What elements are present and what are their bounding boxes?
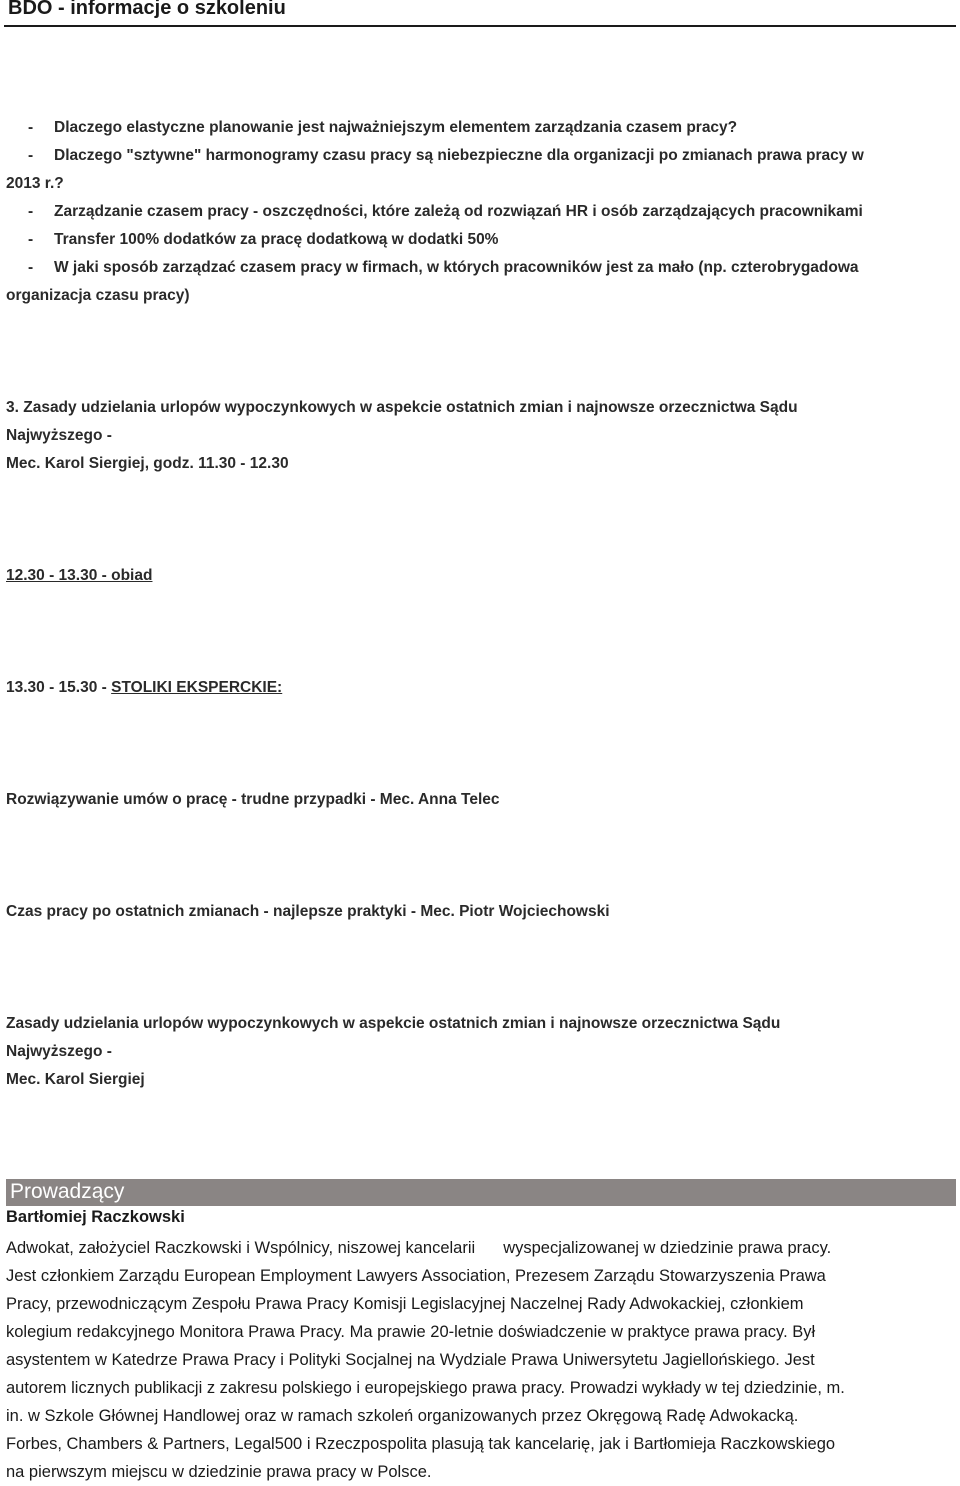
bio-line: Jest członkiem Zarządu European Employment Lawyers Association, Prezesem Zarządu Stowarzyszenia Prawa bbox=[6, 1267, 826, 1285]
agenda-bullet-continuation: organizacja czasu pracy) bbox=[6, 287, 190, 304]
agenda-bullet: - Dlaczego "sztywne" harmonogramy czasu pracy są niebezpieczne dla organizacji po zmianach prawa pracy w bbox=[28, 147, 864, 164]
bio-line: in. w Szkole Głównej Handlowej oraz w ramach szkoleń organizowanych przez Okręgową Radę Adwokacką. bbox=[6, 1407, 799, 1425]
agenda-bullet: - Dlaczego elastyczne planowanie jest najważniejszym elementem zarządzania czasem pracy? bbox=[28, 119, 738, 136]
agenda-bullet-continuation: 2013 r.? bbox=[6, 175, 64, 192]
agenda-bullet: - W jaki sposób zarządzać czasem pracy w firmach, w których pracowników jest za mało (np. czterobrygadowa bbox=[28, 259, 859, 276]
trainer-name: Bartłomiej Raczkowski bbox=[6, 1208, 185, 1226]
trainer-section-title: Prowadzący bbox=[10, 1180, 125, 1203]
expert-table-3 bbox=[6, 1010, 954, 1094]
bio-line: Forbes, Chambers & Partners, Legal500 i Rzeczpospolita plasują tak kancelarię, jak i Bartłomieja Raczkowskiego bbox=[6, 1435, 836, 1453]
expert-table-1 bbox=[6, 786, 954, 814]
expert-tables-label: STOLIKI EKSPERCKIE: bbox=[111, 679, 283, 696]
expert-table-1-text: Rozwiązywanie umów o pracę - trudne przypadki - Mec. Anna Telec bbox=[6, 791, 500, 808]
trainer-bio bbox=[6, 1234, 956, 1486]
bio-line: asystentem w Katedrze Prawa Pracy i Polityki Socjalnej na Wydziale Prawa Uniwersytetu Jagiellońskiego. Jest bbox=[6, 1351, 815, 1369]
expert-table-3-speaker: Mec. Karol Siergiej bbox=[6, 1071, 145, 1088]
expert-table-2 bbox=[6, 898, 954, 926]
lunch-line bbox=[6, 562, 954, 590]
agenda-bullet: - Zarządzanie czasem pracy - oszczędności, które zależą od rozwiązań HR i osób zarządzających pracownikami bbox=[28, 203, 863, 220]
session-3-speaker: Mec. Karol Siergiej, godz. 11.30 - 12.30 bbox=[6, 455, 289, 472]
agenda-bullet: - Transfer 100% dodatków za pracę dodatkową w dodatki 50% bbox=[28, 231, 499, 248]
expert-table-3-title-cont: Najwyższego - bbox=[6, 1043, 112, 1060]
lunch-text: 12.30 - 13.30 - obiad bbox=[6, 567, 153, 584]
bio-line: autorem licznych publikacji z zakresu polskiego i europejskiego prawa pracy. Prowadzi wykłady w tej dziedzinie, m. bbox=[6, 1379, 845, 1397]
expert-table-3-title: Zasady udzielania urlopów wypoczynkowych w aspekcie ostatnich zmian i najnowsze orzecznictwa Sądu bbox=[6, 1015, 781, 1032]
expert-tables-time: 13.30 - 15.30 - bbox=[6, 679, 112, 696]
expert-table-2-text: Czas pracy po ostatnich zmianach - najlepsze praktyki - Mec. Piotr Wojciechowski bbox=[6, 903, 610, 920]
bio-line: kolegium redakcyjnego Monitora Prawa Pracy. Ma prawie 20-letnie doświadczenie w praktyce prawa pracy. Był bbox=[6, 1323, 816, 1341]
agenda-bullets-1 bbox=[6, 114, 954, 310]
expert-tables-heading bbox=[6, 674, 954, 702]
session-3-title: 3. Zasady udzielania urlopów wypoczynkowych w aspekcie ostatnich zmian i najnowsze orzecznictwa Sądu bbox=[6, 399, 798, 416]
bio-line: na pierwszym miejscu w dziedzinie prawa pracy w Polsce. bbox=[6, 1463, 432, 1481]
document-title: BDO - informacje o szkoleniu bbox=[8, 0, 286, 19]
trainer-section-bar bbox=[6, 1179, 956, 1206]
session-3 bbox=[6, 394, 954, 478]
session-3-title-cont: Najwyższego - bbox=[6, 427, 112, 444]
bio-line: Pracy, przewodniczącym Zespołu Prawa Pracy Komisji Legislacyjnej Naczelnej Rady Adwokackiej, członkiem bbox=[6, 1295, 804, 1313]
document-header bbox=[4, 0, 956, 27]
bio-line: Adwokat, założyciel Raczkowski i Wspólnicy, niszowej kancelarii wyspecjalizowanej w dziedzinie prawa pracy. bbox=[6, 1239, 832, 1257]
